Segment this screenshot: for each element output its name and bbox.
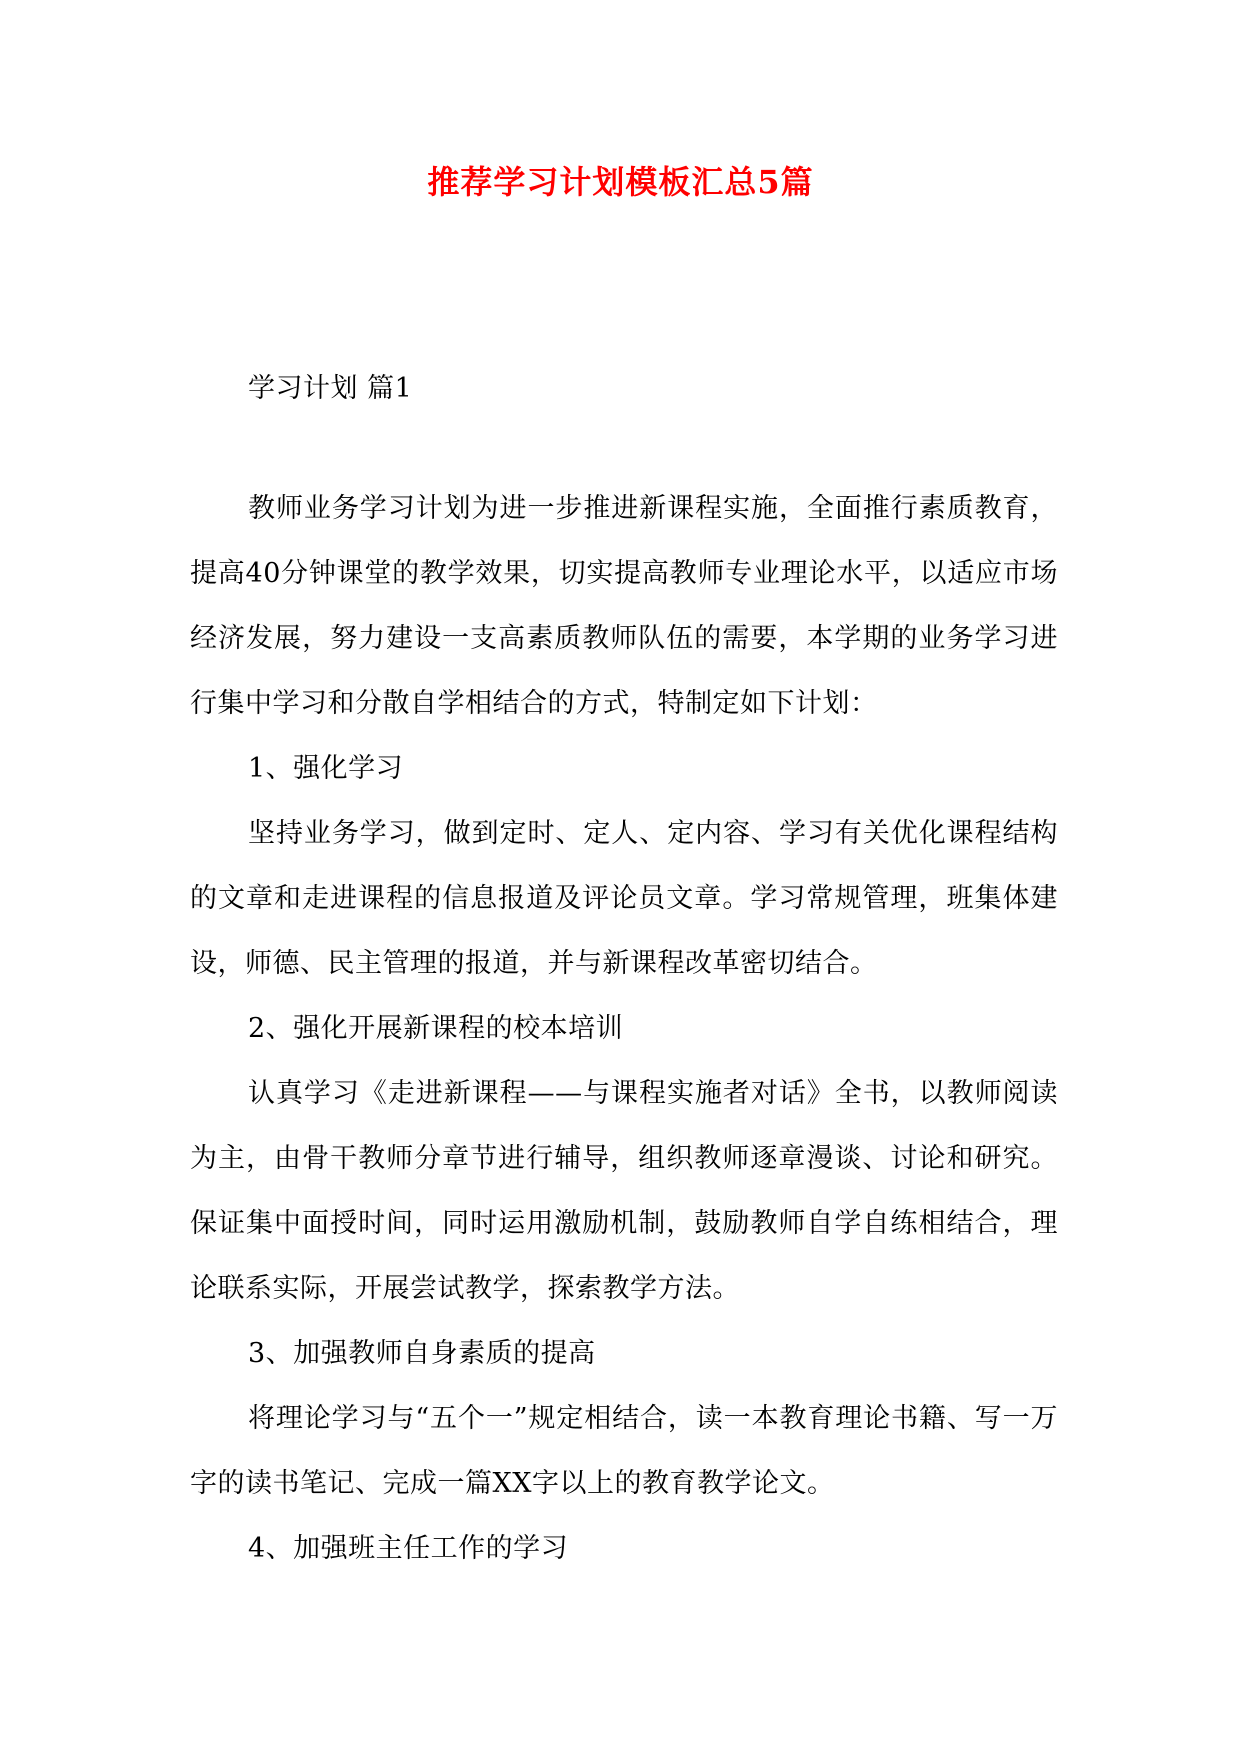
item-heading-3: 3、加强教师自身素质的提高	[248, 1338, 596, 1369]
paragraph-2: 认真学习《走进新课程——与课程实施者对话》全书，以教师阅读为主，由骨干教师分章节进行辅导，组织教师逐章漫谈、讨论和研究。保证集中面授时间，同时运用激励机制，鼓励教师自学自练相结合，理论联系实际，开展尝试教学，探索教学方法。	[190, 1078, 1058, 1304]
paragraph-1: 坚持业务学习，做到定时、定人、定内容、学习有关优化课程结构的文章和走进课程的信息报道及评论员文章。学习常规管理，班集体建设，师德、民主管理的报道，并与新课程改革密切结合。	[190, 818, 1058, 979]
document-body	[190, 476, 1058, 1581]
item-heading-4: 4、加强班主任工作的学习	[248, 1533, 569, 1564]
paragraph-3: 将理论学习与“五个一”规定相结合，读一本教育理论书籍、写一万字的读书笔记、完成一篇XX字以上的教育教学论文。	[190, 1403, 1058, 1499]
document-title: 推荐学习计划模板汇总5篇	[427, 163, 814, 201]
item-heading-2: 2、强化开展新课程的校本培训	[248, 1013, 624, 1044]
item-heading-1: 1、强化学习	[248, 753, 404, 784]
paragraph-intro: 教师业务学习计划为进一步推进新课程实施，全面推行素质教育，提高40分钟课堂的教学效果，切实提高教师专业理论水平，以适应市场经济发展，努力建设一支高素质教师队伍的需要，本学期的业务学习进行集中学习和分散自学相结合的方式，特制定如下计划：	[190, 493, 1058, 719]
section-heading-text: 学习计划 篇1	[248, 373, 413, 404]
section-heading	[190, 356, 1058, 421]
